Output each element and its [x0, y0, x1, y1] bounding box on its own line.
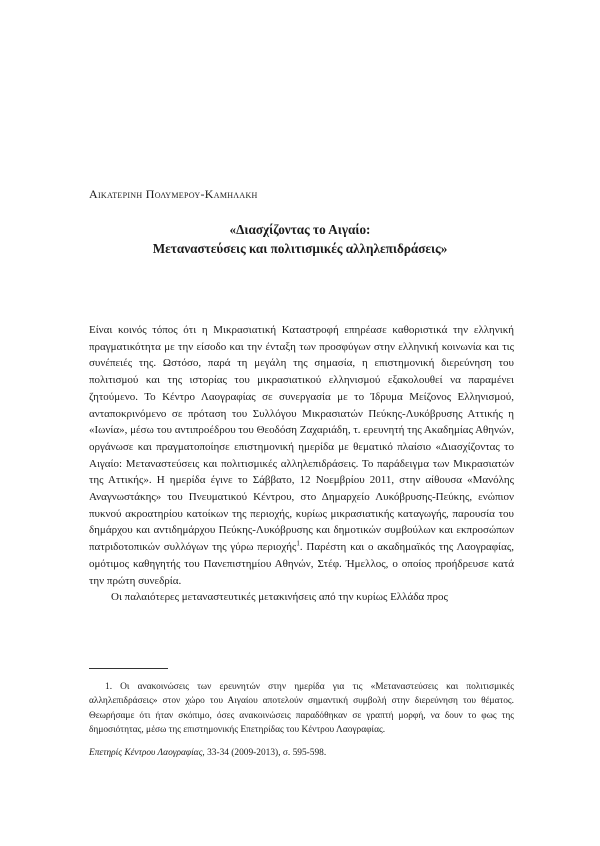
footnote-divider — [89, 668, 168, 669]
article-title — [0, 220, 600, 258]
body-paragraph-2: Οι παλαιότερες μεταναστευτικές μετακινήσεις από την κυρίως Ελλάδα προς — [111, 591, 448, 604]
title-line-1: «Διασχίζοντας το Αιγαίο: — [229, 222, 371, 237]
paragraph-text: Είναι κοινός τόπος ότι η Μικρασιατική Καταστροφή επηρέασε καθοριστικά την ελληνική πραγματικότητα με την είσοδο και την ένταξη των προσφύγων στην ελληνική κοινωνία και τις συνέπειές της. Ωστόσο, παρά τη μεγάλη της σημασία, η επιστημονική διερεύνηση του πολιτισμού και της ιστορίας του μικρασιατικού ελληνισμού εξακολουθεί να παραμένει ζητούμενο. Το Κέντρο Λαογραφίας σε συνεργασία με το Ίδρυμα Μείζονος Ελληνισμού, ανταποκρινόμενο σε πρόταση του Συλλόγου Μικρασιατών Πεύκης-Λυκόβρυσης Αττικής η «Ιωνία», μέσω του αντιπροέδρου του Θεοδόση Ζαχαριάδη, τ. ερευνητή της Ακαδημίας Αθηνών, οργάνωσε και πραγματοποίησε επιστημονική ημερίδα με θεματικό πλαίσιο «Διασχίζοντας το Αιγαίο: Μεταναστεύσεις και πολιτισμικές αλληλεπιδράσεις. Το παράδειγμα των Μικρασιατών της Αττικής». Η ημερίδα έγινε το Σάββατο, 12 Νοεμβρίου 2011, στην αίθουσα «Μανόλης Αναγνωστάκης» του Πνευματικού Κέντρου, στο Δημαρχείο Λυκόβρυσης-Πεύκης, ενώπιον πυκνού ακροατηρίου κατοίκων της περιοχής, κυρίως μικρασιατικής καταγωγής, παρουσία του δημάρχου και αντιδημάρχου Πεύκης-Λυκόβρυσης και δημοτικών συμβούλων και εκπροσώπων πατριδοτοπικών συλλόγων της γύρω περιοχής — [89, 324, 514, 554]
paragraph-text-continued: . Παρέστη και ο ακαδημαϊκός της Λαογραφίας, ομότιμος καθηγητής του Πανεπιστημίου Αθηνών, Στέφ. Ήμελλος, ο οποίος προήδρευσε κατά την πρώτη συνεδρία. — [89, 541, 514, 587]
body-paragraph-1 — [89, 322, 514, 589]
article-body — [89, 322, 514, 606]
author-name: Αικατερινη Πολυμερου-Καμηλακη — [89, 187, 258, 201]
footnote-text: 1. Οι ανακοινώσεις των ερευνητών στην ημερίδα για τις «Μεταναστεύσεις και πολιτισμικές αλληλεπιδράσεις» στον χώρο του Αιγαίου αποτελούν σημαντική συμβολή στην διερεύνηση του θέματος. Θεωρήσαμε ότι ήταν σκόπιμο, όσες ανακοινώσεις παραδόθηκαν σε γραπτή μορφή, να δουν το φως της δημοσιότητας, μέσω της επιστημονικής Επετηρίδας του Κέντρου Λαογραφίας. — [89, 682, 514, 735]
journal-name: Επετηρίς Κέντρου Λαογραφίας — [89, 748, 203, 758]
journal-citation — [89, 748, 326, 758]
footnote-reference[interactable]: 1 — [296, 539, 300, 548]
footnote — [89, 680, 514, 737]
journal-details: , 33-34 (2009-2013), σ. 595-598. — [202, 748, 327, 758]
title-line-2: Μεταναστεύσεις και πολιτισμικές αλληλεπιδράσεις» — [152, 241, 448, 256]
